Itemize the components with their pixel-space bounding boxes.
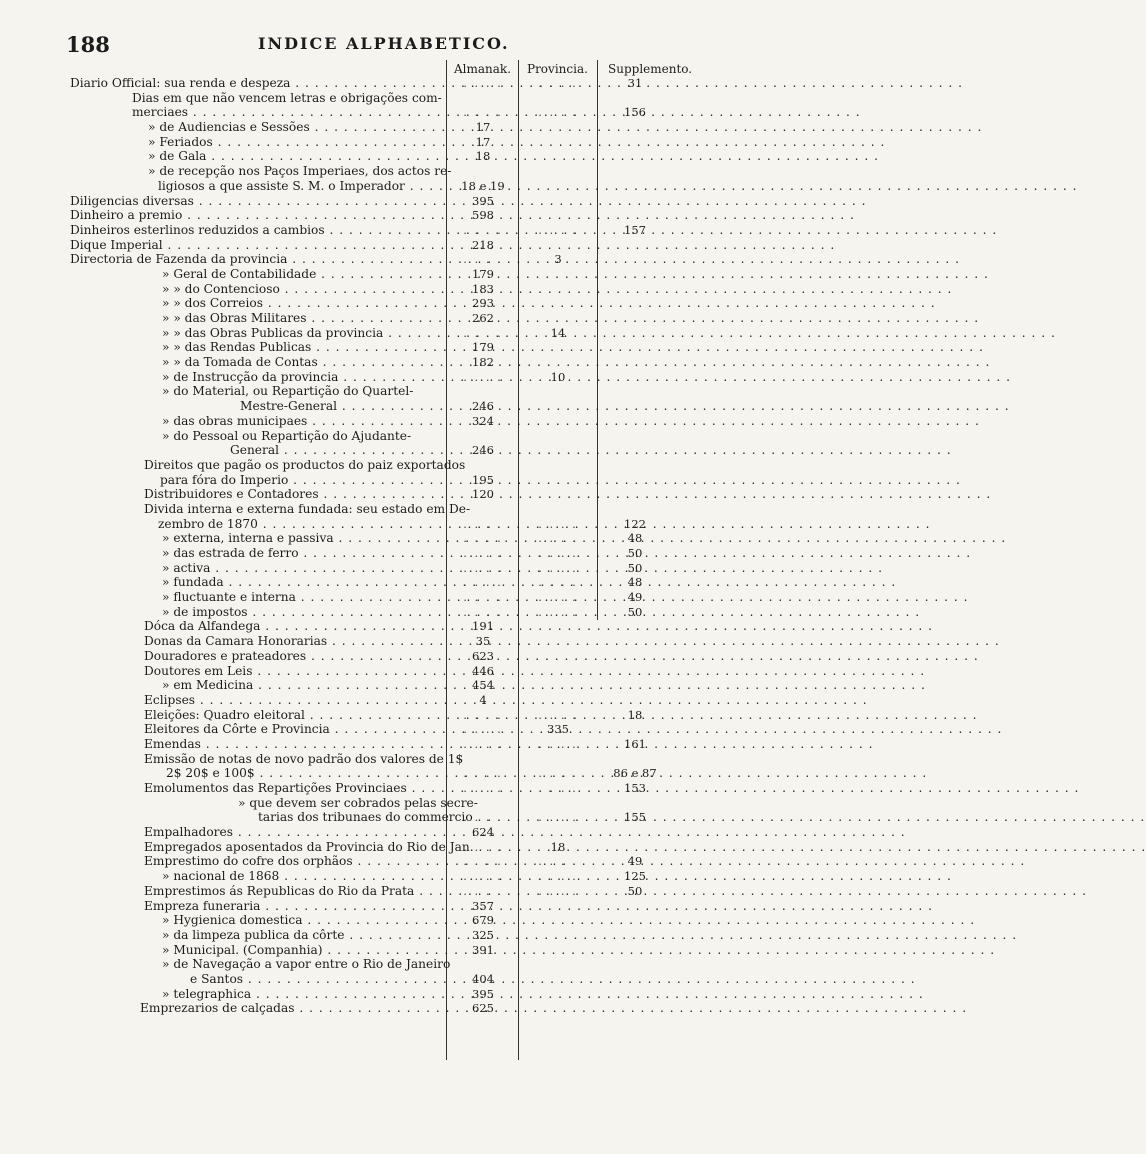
entry-prov-ref: . . . . [538,854,578,869]
index-row [0,355,715,370]
entry-sup-ref: 155 [624,810,646,825]
entry-alm-ref: 625 [472,1001,494,1016]
entry-sup-ref: 161 [624,736,646,751]
entry-alm-ref: . . . . [463,105,503,120]
entry-label: Emprezarios de calçadas . . . [140,1001,442,1016]
entry-label: Dinheiro a premio . . . [70,208,442,223]
entry-alm-ref: 446 [472,663,494,678]
entry-alm-ref: . . . . [463,369,503,384]
index-row [0,384,715,399]
index-row [0,458,715,473]
entry-alm-ref: 679 [472,913,494,928]
entry-label: » » das Obras Militares . . . [162,311,442,326]
entry-prov-ref: . . . . [538,531,578,546]
entry-alm-ref: 179 [472,340,494,355]
index-row [0,987,715,1002]
entry-label: Dóca da Alfandega . . . [144,619,442,634]
entry-label: Eclipses . . . [144,693,442,708]
entry-alm-ref: 623 [472,648,494,663]
index-row [0,517,715,532]
index-row [0,399,715,414]
entry-prov-ref: . . . . [538,575,578,590]
entry-alm-ref: . . . . [463,590,503,605]
entry-prov-ref: . . . . [538,590,578,605]
entry-label: » fluctuante e interna . . . [162,590,442,605]
entry-prov-ref: 18 [550,839,566,854]
index-row [0,678,715,693]
entry-label: 2$ 20$ e 100$ . . . [166,766,442,781]
entry-label: Empalhadores . . . [144,825,442,840]
entry-alm-ref: . . . . [463,722,503,737]
index-row [0,943,715,958]
entry-alm-ref: . . . . [463,781,503,795]
index-row [0,296,715,311]
index-row [0,414,715,429]
entry-alm-ref: 624 [472,825,494,840]
entry-sup-ref: 50 [627,546,643,560]
entry-alm-ref: 182 [472,355,494,370]
index-row [0,781,715,796]
index-row [0,928,715,943]
entry-label: » externa, interna e passiva . . . [162,531,442,546]
entry-sup-ref: 50 [627,560,643,575]
entry-alm-ref: 454 [472,678,494,693]
entry-sup-ref: 50 [627,604,643,619]
index-row [0,370,715,385]
entry-label: Douradores e prateadores . . . [144,649,442,664]
entry-label: » em Medicina . . . [162,678,442,693]
entry-alm-ref: . . . . [463,883,503,898]
entry-sup-ref: 49 [627,590,643,605]
entry-label: Emissão de notas de novo padrão dos valores de 1$ [144,751,464,766]
entry-label: Eleitores da Côrte e Provincia . . . [144,722,442,737]
index-row [0,164,715,179]
entry-label: General . . . [230,443,442,458]
entry-label: » » do Contencioso . . . [162,282,442,297]
entry-prov-ref: . . . . [538,76,578,90]
entry-alm-ref: . . . . [463,546,503,560]
entry-label: Direitos que pagão os productos do paiz exportados [144,457,466,472]
index-row [0,869,715,884]
index-row [0,752,715,767]
index-row [0,326,715,341]
entry-alm-ref: . . . . [463,839,503,854]
index-row [0,722,715,737]
entry-alm-ref: . . . . [463,869,503,884]
entry-alm-ref: . . . . [463,810,503,825]
page-title: INDICE ALPHABETICO. [258,34,510,53]
entry-label: Directoria de Fazenda da provincia . . . [70,252,442,267]
entry-label: » de Instrucção da provincia . . . [162,370,442,385]
entry-alm-ref: 4 [479,692,487,707]
index-row [0,590,715,605]
index-row [0,957,715,972]
entry-label: » fundada . . . [162,575,442,590]
index-row [0,1001,715,1016]
entry-label: ligiosos a que assiste S. M. o Imperador . . . [158,179,442,194]
entry-alm-ref: . . . . [463,854,503,869]
entry-prov-ref: . . . . [538,736,578,751]
index-row [0,531,715,546]
index-row [0,443,715,458]
entry-label: » telegraphica . . . [162,987,442,1002]
index-row [0,340,715,355]
entry-alm-ref: 17 [475,120,491,135]
entry-prov-ref: . . . . [538,560,578,575]
entry-alm-ref: 18 e 19 [461,178,505,193]
entry-label: Diario Official: sua renda e despeza . . . [70,76,442,91]
entry-alm-ref: 324 [472,413,494,428]
index-row [0,238,715,253]
entry-label: para fóra do Imperio . . . [160,473,442,488]
entry-alm-ref: . . . . [463,76,503,90]
index-row [0,105,715,120]
entry-label: » Hygienica domestica . . . [162,913,442,928]
entry-alm-ref: 17 [475,134,491,149]
entry-label: » do Pessoal ou Repartição do Ajudante- [162,428,412,443]
entry-alm-ref: . . . . [463,222,503,237]
entry-sup-ref: 49 [627,854,643,869]
index-row [0,737,715,752]
entry-sup-ref: 18 [627,707,643,722]
entry-label: » das estrada de ferro . . . [162,546,442,561]
entry-label: tarias dos tribunaes do commercio . . . [258,810,442,825]
index-row [0,194,715,209]
entry-alm-ref: 246 [472,443,494,458]
entry-alm-ref: 262 [472,311,494,325]
entry-alm-ref: . . . . [463,575,503,590]
entry-label: Mestre-General . . . [240,399,442,414]
entry-label: » de recepção nos Paços Imperiaes, dos actos re- [148,164,452,179]
entry-sup-ref: 122 [624,516,646,531]
entry-alm-ref: 195 [472,472,494,487]
index-row [0,473,715,488]
column-header-almanak: Almanak. [454,62,512,76]
index-row [0,561,715,576]
entry-alm-ref: 395 [472,193,494,208]
entry-alm-ref: 391 [472,942,494,957]
index-row [0,135,715,150]
entry-prov-ref: . . . . [538,781,578,795]
index-row [0,120,715,135]
entry-alm-ref: 218 [472,237,494,252]
index-row [0,179,715,194]
entry-sup-ref: 50 [627,883,643,898]
entry-label: » » das Obras Publicas da provincia . . . [162,326,442,341]
entry-sup-ref: 86 e 87 [613,766,657,781]
entry-alm-ref: . . . . [463,736,503,751]
entry-alm-ref: . . . . [463,252,503,267]
entry-label: » de Audiencias e Sessões . . . [148,120,442,135]
page-number: 188 [66,32,110,57]
entry-alm-ref: . . . . [463,516,503,531]
entry-label: » » da Tomada de Contas . . . [162,355,442,370]
entry-label: Emolumentos das Repartições Provinciaes . . . [144,781,442,796]
entry-label: » de Gala . . . [148,149,442,164]
entry-alm-ref: 191 [472,619,494,634]
index-row [0,634,715,649]
index-row [0,766,715,781]
entry-prov-ref: . . . . [538,766,578,781]
index-row [0,149,715,164]
entry-label: Eleições: Quadro eleitoral . . . [144,708,442,723]
index-row [0,252,715,267]
entry-label: Empregados aposentados da Provincia do Rio de Jan. . . . [144,840,442,855]
entry-prov-ref: . . . . [538,869,578,884]
entry-alm-ref: . . . . [463,604,503,619]
index-row [0,429,715,444]
entry-label: » das obras municipaes . . . [162,414,442,429]
index-row [0,899,715,914]
index-row [0,825,715,840]
entry-prov-ref: 3 [554,252,562,267]
column-header-supplemento: Supplemento. [608,62,693,76]
entry-label: » nacional de 1868 . . . [162,869,442,884]
entry-sup-ref: 156 [624,105,646,120]
entry-label: » » das Rendas Publicas . . . [162,340,442,355]
index-row [0,649,715,664]
entry-sup-ref: 125 [624,869,646,884]
entry-label: Dias em que não vencem letras e obrigações com- [132,90,442,105]
entry-alm-ref: 18 [475,149,491,164]
entry-label: » do Material, ou Repartição do Quartel- [162,384,414,399]
entry-label: » Municipal. (Companhia) . . . [162,943,442,958]
entry-alm-ref: 246 [472,399,494,414]
index-table [0,76,715,1016]
entry-label: Dinheiros esterlinos reduzidos a cambios . . . [70,223,442,238]
entry-prov-ref: . . . . [538,883,578,898]
index-row [0,619,715,634]
entry-label: Empreza funeraria . . . [144,899,442,914]
index-row [0,575,715,590]
entry-alm-ref: 598 [472,208,494,223]
entry-alm-ref: . . . . [463,707,503,722]
entry-alm-ref: 293 [472,296,494,311]
entry-alm-ref: 35 [475,634,491,649]
index-row [0,76,715,91]
entry-label: » activa . . . [162,561,442,576]
index-row [0,884,715,899]
entry-label: » Geral de Contabilidade . . . [162,267,442,282]
index-row [0,208,715,223]
entry-label: Emprestimo do cofre dos orphãos . . . [144,854,442,869]
entry-label: » » dos Correios . . . [162,296,442,311]
entry-label: » de impostos . . . [162,605,442,620]
entry-label: Emprestimos ás Republicas do Rio da Prata . . . [144,884,442,899]
entry-alm-ref: . . . . [463,531,503,546]
entry-label: Diligencias diversas . . . [70,194,442,209]
index-row [0,91,715,106]
entry-prov-ref: . . . . [538,222,578,237]
index-row [0,840,715,855]
entry-sup-ref: 153 [624,781,646,795]
entry-sup-ref: 31 [627,76,643,90]
entry-label: e Santos . . . [190,972,442,987]
index-row [0,972,715,987]
entry-label: Donas da Camara Honorarias . . . [144,634,442,649]
entry-prov-ref: . . . . [538,604,578,619]
entry-prov-ref: 10 [550,369,566,384]
entry-prov-ref: . . . . [538,707,578,722]
entry-label: » que devem ser cobrados pelas secre- [238,795,478,810]
entry-prov-ref: . . . . [538,105,578,120]
index-row [0,311,715,326]
index-row [0,502,715,517]
entry-alm-ref: 120 [472,487,494,502]
entry-label: Distribuidores e Contadores . . . [144,487,442,502]
entry-alm-ref: . . . . [463,325,503,340]
index-row [0,487,715,502]
index-row [0,223,715,238]
index-row [0,664,715,679]
column-header-provincia: Provincia. [527,62,588,76]
entry-label: Dique Imperial . . . [70,238,442,253]
entry-prov-ref: . . . . [538,810,578,825]
entry-label: merciaes . . . [132,105,442,120]
entry-prov-ref: . . . . [538,546,578,560]
entry-sup-ref: 157 [624,222,646,237]
entry-alm-ref: . . . . [463,560,503,575]
index-row [0,267,715,282]
index-row [0,796,715,811]
index-row [0,546,715,561]
index-row [0,913,715,928]
index-row [0,282,715,297]
index-row [0,810,715,825]
entry-prov-ref: . . . . [538,516,578,531]
entry-alm-ref: . . . . [463,766,503,781]
index-row [0,708,715,723]
entry-sup-ref: 48 [627,575,643,590]
entry-alm-ref: 404 [472,971,494,986]
entry-prov-ref: 335 [547,722,569,737]
entry-alm-ref: 357 [472,898,494,913]
entry-prov-ref: 14 [550,325,566,340]
entry-label: » de Navegação a vapor entre o Rio de Janeiro [162,957,451,972]
entry-alm-ref: 183 [472,281,494,296]
index-row [0,854,715,869]
index-row [0,693,715,708]
entry-alm-ref: 325 [472,927,494,942]
entry-sup-ref: 48 [627,531,643,546]
entry-label: Doutores em Leis . . . [144,664,442,679]
index-row [0,605,715,620]
entry-alm-ref: 179 [472,266,494,281]
entry-label: Emendas . . . [144,737,442,752]
entry-label: » da limpeza publica da côrte . . . [162,928,442,943]
entry-label: » Feriados . . . [148,135,442,150]
entry-label: zembro de 1870 . . . [158,517,442,532]
entry-alm-ref: 395 [472,986,494,1001]
entry-label: Divida interna e externa fundada: seu estado em De- [144,501,471,516]
